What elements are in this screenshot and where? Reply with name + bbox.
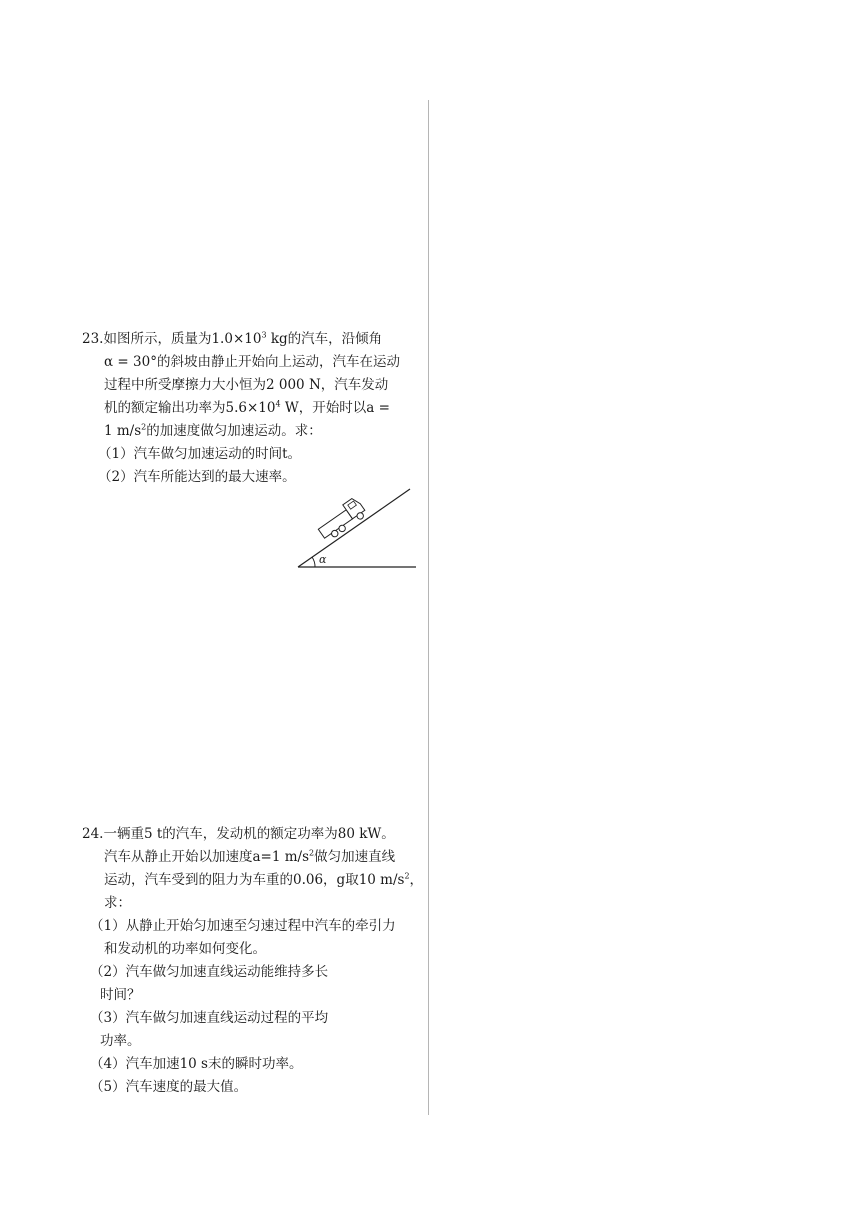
q23-line-2: α = 30°的斜坡由静止开始向上运动，汽车在运动 [104,354,400,370]
q23-line-4-a: 机的额定输出功率为5.6×10 [104,400,276,416]
q23-part-2: （2）汽车所能达到的最大速率。 [98,469,296,485]
column-divider [428,100,429,1115]
q24-part-3-a: （3）汽车做匀加速直线运动过程的平均 [90,1010,329,1026]
question-23 [82,328,422,489]
q24-line-3-b: ， [409,872,424,888]
q24-line-2-sup: 2 [309,848,315,858]
q24-part-2-a: （2）汽车做匀加速直线运动能维持多长 [90,964,329,980]
q24-part-2-b: 时间？ [100,987,141,1003]
q23-line-5-a: 1 m/s [104,423,142,439]
q24-part-1-b: 和发动机的功率如何变化。 [104,941,266,957]
q23-part-1: （1）汽车做匀加速运动的时间t。 [98,446,302,462]
angle-arc [312,557,315,567]
q23-line-1-sup: 3 [261,330,267,340]
angle-label: α [319,553,327,566]
incline-car-figure [295,485,420,571]
q24-line-4: 求： [104,895,131,911]
q24-line-3-a: 运动，汽车受到的阻力为车重的0.06，g取10 m/s [104,872,405,888]
q23-line-1 [82,328,422,351]
q24-line-3 [82,869,427,892]
q23-line-1-b: kg的汽车，沿倾角 [266,331,383,347]
question-24 [82,823,427,1099]
q24-line-2-b: 做匀加速直线 [314,849,396,865]
q24-part-5: （5）汽车速度的最大值。 [90,1079,248,1095]
q24-line-2-a: 汽车从静止开始以加速度a=1 m/s [104,849,310,865]
q23-line-4 [82,397,422,420]
q23-line-3: 过程中所受摩擦力大小恒为2 000 N，汽车发动 [104,377,389,393]
q23-line-5 [82,420,422,443]
q24-part-1-a: （1）从静止开始匀加速至匀速过程中汽车的牵引力 [90,918,396,934]
q24-line-3-sup: 2 [404,871,410,881]
q23-line-1-a: 23.如图所示，质量为1.0×10 [82,331,262,347]
car-icon [315,496,368,542]
q23-line-4-b: W，开始时以a = [280,400,390,416]
q24-part-4: （4）汽车加速10 s末的瞬时功率。 [90,1056,303,1072]
q24-line-2 [82,846,427,869]
q24-part-3-b: 功率。 [100,1033,141,1049]
q24-line-1: 24.一辆重5 t的汽车，发动机的额定功率为80 kW。 [82,826,395,842]
q23-line-5-b: 的加速度做匀加速运动。求： [146,423,322,439]
q23-line-5-sup: 2 [141,422,147,432]
q23-line-4-sup: 4 [275,399,281,409]
